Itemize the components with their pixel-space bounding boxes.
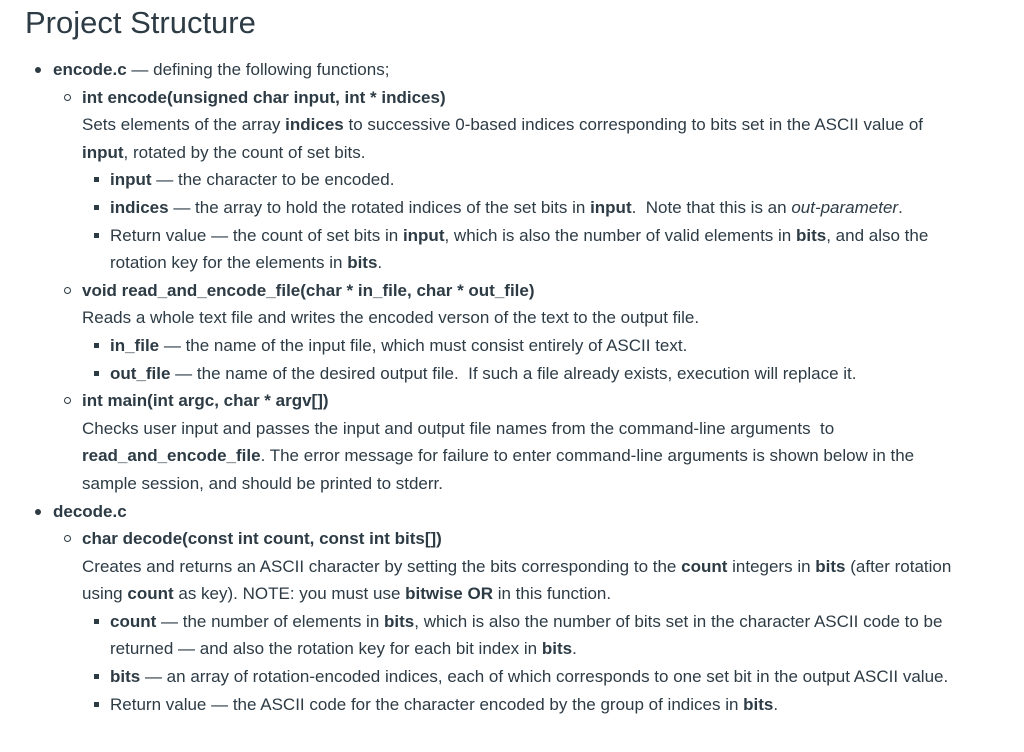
text-run: — the name of the desired output file. If such a file already exists, execution will replace it. — [170, 363, 857, 383]
file-item — [25, 498, 1024, 719]
text-run: . Note that this is an — [631, 197, 792, 217]
bold-term: bits — [347, 253, 378, 273]
text-run: . — [572, 639, 577, 659]
text-run: — an array of rotation-encoded indices, each of which corresponds to one set bit in the output ASCII value. — [140, 667, 949, 687]
text-run: in this function. — [492, 584, 612, 604]
bold-term: input — [402, 225, 445, 245]
text-run: Checks user input and passes the input and output file names from the command-line arguments to — [82, 418, 835, 438]
bold-term: bits — [110, 667, 141, 687]
text-run: Creates and returns an ASCII character by setting the bits corresponding to the — [82, 556, 682, 576]
text-run: , which is also the number of bits set in the character ASCII code to be returned — and also the rotation key for each bit index in — [110, 611, 943, 659]
parameter-list — [82, 332, 982, 387]
text-run: . — [898, 197, 903, 217]
function-item — [53, 277, 1024, 387]
function-description — [82, 111, 962, 166]
parameter-item — [82, 608, 982, 663]
file-item — [25, 56, 1024, 498]
parameter-item — [82, 360, 982, 388]
parameter-list — [82, 608, 982, 718]
italic-term: out-parameter — [791, 197, 899, 217]
text-run: . — [773, 694, 779, 714]
bold-term: indices — [110, 197, 169, 217]
text-run: , rotated by the count of set bits. — [123, 142, 366, 162]
text-run: to successive 0-based indices corresponding to bits set in the ASCII value of — [343, 115, 924, 135]
bold-term: count — [681, 556, 728, 576]
text-run: — the number of elements in — [156, 611, 385, 631]
text-run: — the character to be encoded. — [151, 170, 395, 190]
text-run: Return value — the ASCII code for the character encoded by the group of indices in — [110, 694, 744, 714]
function-item — [53, 387, 1024, 497]
file-name: decode.c — [53, 501, 127, 521]
parameter-item — [82, 222, 982, 277]
parameter-item — [82, 166, 982, 194]
text-run: integers in — [727, 556, 816, 576]
function-item — [53, 84, 1024, 277]
text-run: Return value — the count of set bits in — [110, 225, 403, 245]
function-signature: char decode(const int count, const int bits[]) — [82, 529, 442, 549]
text-run: . — [377, 253, 383, 273]
bold-term: count — [127, 584, 174, 604]
parameter-item — [82, 663, 982, 691]
function-signature: int main(int argc, char * argv[]) — [82, 391, 329, 411]
bold-term: bits — [815, 556, 846, 576]
text-run: (after rotation using — [82, 556, 952, 604]
bold-term: read_and_encode_file — [82, 446, 261, 466]
parameter-item — [82, 194, 982, 222]
text-run: Reads a whole text file and writes the encoded verson of the text to the output file. — [82, 308, 700, 328]
text-run: — the array to hold the rotated indices of the set bits in — [168, 197, 591, 217]
function-description — [82, 415, 962, 498]
bold-term: bits — [743, 694, 774, 714]
text-run: . The error message for failure to enter command-line arguments is shown below in the sample session, and should be printed to stderr. — [82, 446, 915, 493]
parameter-item — [82, 691, 982, 719]
bold-term: input — [82, 142, 124, 162]
bold-term: bitwise OR — [405, 584, 493, 604]
bold-term: bits — [796, 225, 827, 245]
function-description — [82, 553, 962, 608]
bold-term: input — [590, 197, 632, 217]
file-name: encode.c — [53, 60, 127, 79]
file-description: — defining the following functions; — [126, 60, 390, 79]
bold-term: in_file — [110, 335, 160, 355]
bold-term: out_file — [110, 363, 171, 383]
bold-term: bits — [384, 611, 415, 631]
text-run: Sets elements of the array — [82, 115, 286, 135]
bold-term: count — [110, 611, 157, 631]
text-run: , which is also the number of valid elements in — [444, 225, 796, 245]
function-description — [82, 304, 962, 332]
function-item — [53, 525, 1024, 718]
page-title: Project Structure — [25, 5, 256, 40]
function-list — [25, 84, 1024, 498]
file-list — [25, 56, 1024, 718]
bold-term: bits — [541, 639, 573, 659]
text-run: , and also the rotation key for the elements in — [110, 225, 929, 273]
parameter-item — [82, 332, 982, 360]
bold-term: input — [110, 170, 152, 190]
bold-term: indices — [285, 115, 344, 135]
text-run: — the name of the input file, which must consist entirely of ASCII text. — [159, 335, 688, 355]
function-signature: void read_and_encode_file(char * in_file, char * out_file) — [82, 280, 535, 300]
function-list — [25, 525, 1024, 718]
text-run: as key). NOTE: you must use — [173, 584, 406, 604]
function-signature: int encode(unsigned char input, int * indices) — [82, 87, 446, 107]
parameter-list — [82, 166, 982, 276]
